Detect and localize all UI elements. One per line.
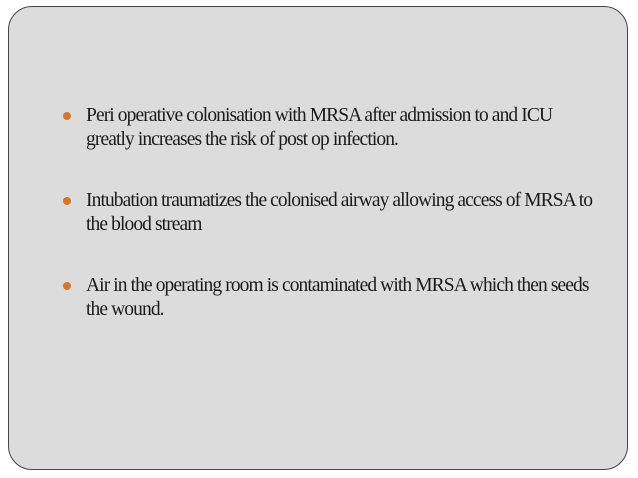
bullet-item [62,104,602,152]
bullet-dot-icon [63,112,71,120]
bullet-text: Air in the operating room is contaminated with MRSA which then seeds the wound. [86,275,589,320]
bullet-text: Intubation traumatizes the colonised airway allowing access of MRSA to the blood stream [86,190,593,235]
bullet-item [62,274,602,322]
bullet-text: Peri operative colonisation with MRSA after admission to and ICU greatly increases the risk of post op infection. [86,105,553,150]
bullet-dot-icon [63,197,71,205]
bullet-list [62,104,602,359]
bullet-item [62,189,602,237]
bullet-dot-icon [63,282,71,290]
